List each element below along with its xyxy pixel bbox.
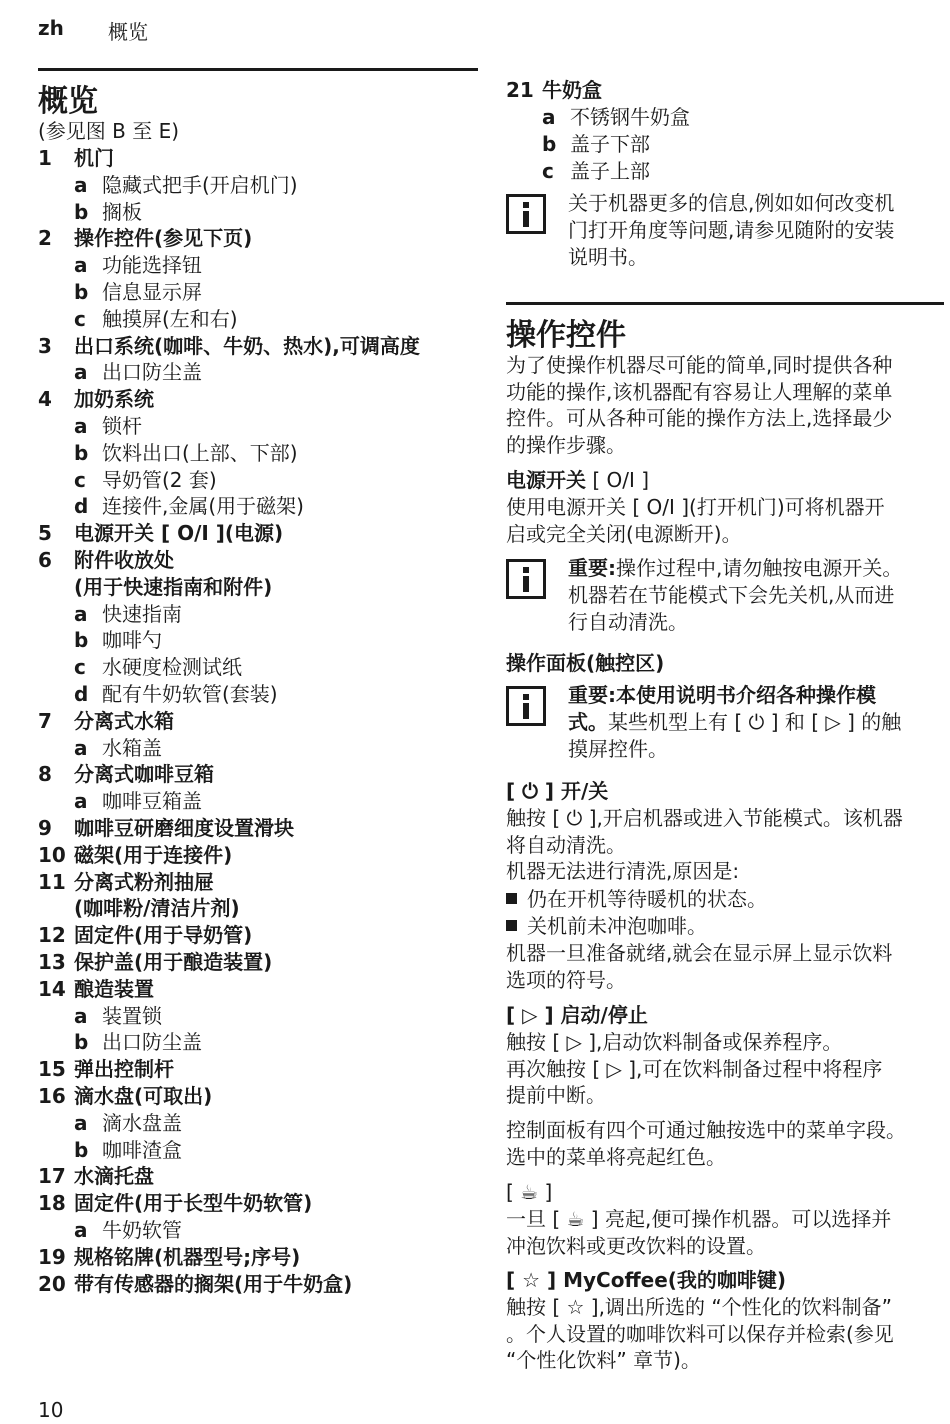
list-item (38, 333, 478, 360)
mycoffee-heading: [ ☆ ] MyCoffee(我的咖啡键) (506, 1268, 787, 1292)
list-item (38, 1163, 478, 1190)
sub-item-text: 功能选择钮 (102, 253, 202, 278)
control-panel-heading: 操作面板(触控区) (506, 651, 665, 675)
item-number: 11 (38, 869, 66, 894)
sub-item-letter: a (74, 253, 88, 278)
controls-intro: 为了使操作机器尽可能的简单,同时提供各种 功能的操作,该机器配有容易让人理解的菜单 控件。可从各种可能的操作方法上,选择最少 的操作步骤。 (506, 353, 893, 457)
list-item (38, 145, 478, 172)
item-number: 12 (38, 923, 66, 948)
sub-item-text: 信息显示屏 (102, 280, 202, 304)
page-header (38, 16, 148, 44)
item-number: 2 (38, 226, 52, 251)
cup-text: 一旦 [ ☕ ] 亮起,便可操作机器。可以选择并 冲泡饮料或更改饮料的设置。 (506, 1207, 892, 1258)
item-number: 18 (38, 1191, 66, 1216)
item-title: 加奶系统 (74, 387, 154, 412)
sub-item-letter: a (74, 601, 88, 626)
item-number: 3 (38, 333, 52, 358)
sub-item-text: 不锈钢牛奶盒 (570, 105, 690, 129)
sub-item-letter: a (74, 789, 88, 814)
sub-item-letter: a (74, 735, 88, 760)
item-title: 机门 (74, 146, 114, 170)
item-number: 7 (38, 708, 52, 733)
on-off-text: 触按 [ ⏻ ],开启机器或进入节能模式。该机器 将自动清洗。 机器无法进行清洗,原因是: (506, 806, 903, 883)
sub-item-letter: b (74, 1030, 89, 1055)
item-number: 6 (38, 548, 52, 572)
info-icon (506, 686, 546, 726)
item-title: 规格铭牌(机器型号;序号) (74, 1244, 301, 1269)
item-title: 保护盖(用于酿造装置) (74, 950, 273, 974)
figure-reference: (参见图 B 至 E) (38, 119, 180, 143)
list-item (38, 225, 478, 252)
list-item (38, 386, 478, 413)
info-icon (506, 194, 546, 234)
sub-item-text: 导奶管(2 套) (102, 467, 217, 492)
item-title: 附件收放处 (74, 548, 174, 572)
item-title: 咖啡豆研磨细度设置滑块 (74, 816, 294, 840)
sub-item-text: 咖啡勺 (102, 628, 162, 653)
sub-item-letter: a (74, 1110, 88, 1135)
list-item (38, 708, 478, 735)
sub-item-text: 出口防尘盖 (102, 1030, 202, 1055)
note-text: 重要:操作过程中,请勿触按电源开关。 机器若在节能模式下会先关机,从而进 行自动清洗。 (568, 556, 903, 634)
sub-item-letter: d (74, 682, 89, 706)
sub-item-text: 出口防尘盖 (102, 360, 202, 385)
sub-item-letter: a (74, 360, 88, 385)
item-number: 15 (38, 1057, 66, 1082)
power-switch-heading: 电源开关 [ O/I ] (506, 468, 650, 492)
sub-item-text: 水箱盖 (102, 735, 162, 760)
sub-item-letter: a (74, 172, 88, 197)
list-item (38, 1083, 478, 1110)
list-item (38, 922, 478, 949)
header-section-title: 概览 (108, 20, 148, 44)
item-number: 1 (38, 146, 52, 170)
sub-item-text: 连接件,金属(用于磁架) (102, 494, 304, 519)
item-title: 固定件(用于长型牛奶软管) (74, 1191, 313, 1216)
item-number: 16 (38, 1084, 66, 1108)
item-number: 9 (38, 816, 52, 840)
item-number: 5 (38, 521, 52, 546)
language-code: zh (38, 16, 64, 40)
sub-item-text: 搁板 (102, 199, 142, 224)
list-item (38, 547, 478, 574)
item-title-line2: (咖啡粉/清洁片剂) (74, 896, 240, 921)
on-off-heading: [ ⏻ ] 开/关 (506, 779, 609, 803)
item-number: 4 (38, 387, 52, 412)
list-item (38, 949, 478, 976)
item-number: 21 (506, 78, 534, 102)
sub-item-text: 配有牛奶软管(套装) (102, 682, 278, 706)
item-number: 19 (38, 1244, 66, 1269)
sub-item-text: 装置锁 (102, 1003, 162, 1028)
list-item (38, 1244, 478, 1271)
item-title: 磁架(用于连接件) (74, 842, 233, 867)
sub-item-letter: b (74, 199, 89, 224)
list-item (38, 815, 478, 842)
bullet-item: 仍在开机等待暖机的状态。 (506, 886, 767, 913)
page-number: 10 (38, 1398, 64, 1422)
sub-item-letter: b (74, 440, 89, 465)
list-item (38, 1056, 478, 1083)
sub-item-letter: b (542, 132, 557, 156)
cup-heading: [ ☕ ] (506, 1180, 553, 1204)
sub-item-letter: d (74, 494, 89, 519)
start-stop-heading: [ ▷ ] 启动/停止 (506, 1003, 648, 1027)
item-number: 8 (38, 762, 52, 787)
sub-item-text: 水硬度检测试纸 (102, 655, 242, 680)
section-rule (38, 68, 478, 71)
item-title: 固定件(用于导奶管) (74, 923, 253, 948)
item-title: 出口系统(咖啡、牛奶、热水),可调高度 (74, 333, 420, 358)
sub-item-letter: c (542, 159, 554, 183)
list-item (38, 520, 478, 547)
mycoffee-text: 触按 [ ☆ ],调出所选的 “个性化的饮料制备” 。个人设置的咖啡饮料可以保存并检索(参见 “个性化饮料” 章节)。 (506, 1295, 894, 1372)
item-title: 牛奶盒 (542, 78, 602, 102)
sub-item-text: 快速指南 (102, 601, 182, 626)
sub-item-text: 触摸屏(左和右) (102, 306, 238, 331)
item-title: 弹出控制杆 (74, 1057, 174, 1082)
info-icon (506, 559, 546, 599)
sub-item-text: 盖子上部 (570, 159, 650, 183)
sub-item-text: 隐藏式把手(开启机门) (102, 172, 298, 197)
item-title: 水滴托盘 (74, 1164, 154, 1189)
note-text: 关于机器更多的信息,例如如何改变机 门打开角度等问题,请参见随附的安装 说明书。 (568, 191, 895, 269)
sub-item-letter: c (74, 655, 86, 680)
sub-item-letter: a (542, 105, 556, 129)
overview-title: 概览 (38, 84, 98, 119)
item-title: 分离式粉剂抽屉 (74, 869, 214, 894)
item-number: 20 (38, 1271, 66, 1296)
sub-item-letter: c (74, 467, 86, 492)
item-number: 13 (38, 950, 66, 974)
ready-text: 机器一旦准备就绪,就会在显示屏上显示饮料 选项的符号。 (506, 941, 893, 992)
sub-item-text: 盖子下部 (570, 132, 650, 156)
item-title: 分离式咖啡豆箱 (74, 762, 214, 787)
sub-item-letter: a (74, 1003, 88, 1028)
bullet-item: 关机前未冲泡咖啡。 (506, 913, 707, 940)
sub-item-letter: b (74, 628, 89, 653)
sub-item-text: 咖啡渣盒 (102, 1137, 182, 1162)
list-item (38, 761, 478, 788)
sub-item-letter: c (74, 306, 86, 331)
item-number: 10 (38, 842, 66, 867)
list-item (38, 1271, 478, 1298)
sub-item-text: 滴水盘盖 (102, 1110, 182, 1135)
sub-item-text: 牛奶软管 (102, 1218, 182, 1242)
item-title: 电源开关 [ O/I ](电源) (74, 521, 284, 546)
sub-item-letter: a (74, 1218, 88, 1242)
item-title: 操作控件(参见下页) (74, 226, 253, 251)
item-title-line2: (用于快速指南和附件) (74, 574, 273, 599)
item-title: 滴水盘(可取出) (74, 1084, 213, 1108)
item-number: 17 (38, 1164, 66, 1189)
sub-item-letter: b (74, 1137, 89, 1162)
controls-title: 操作控件 (506, 318, 626, 353)
item-title: 带有传感器的搁架(用于牛奶盒) (74, 1271, 353, 1296)
item-number: 14 (38, 976, 66, 1001)
sub-item-text: 锁杆 (102, 414, 142, 438)
menu-fields-text: 控制面板有四个可通过触按选中的菜单字段。 选中的菜单将亮起红色。 (506, 1118, 906, 1169)
item-title: 酿造装置 (74, 976, 154, 1001)
sub-item-letter: b (74, 280, 89, 304)
list-item (38, 976, 478, 1003)
list-item (38, 842, 478, 869)
start-stop-text: 触按 [ ▷ ],启动饮料制备或保养程序。 再次触按 [ ▷ ],可在饮料制备过程中将程序 提前中断。 (506, 1030, 883, 1107)
sub-item-letter: a (74, 414, 88, 438)
list-item (38, 1190, 478, 1217)
note-text: 重要:本使用说明书介绍各种操作模 式。某些机型上有 [ ⏻ ] 和 [ ▷ ] 的触 摸屏控件。 (568, 683, 902, 761)
power-switch-text: 使用电源开关 [ O/I ](打开机门)可将机器开 启或完全关闭(电源断开)。 (506, 495, 885, 546)
list-item (38, 869, 478, 896)
item-title: 分离式水箱 (74, 708, 174, 733)
sub-item-text: 饮料出口(上部、下部) (102, 440, 298, 465)
sub-item-text: 咖啡豆箱盖 (102, 789, 202, 814)
section-rule (506, 302, 944, 305)
